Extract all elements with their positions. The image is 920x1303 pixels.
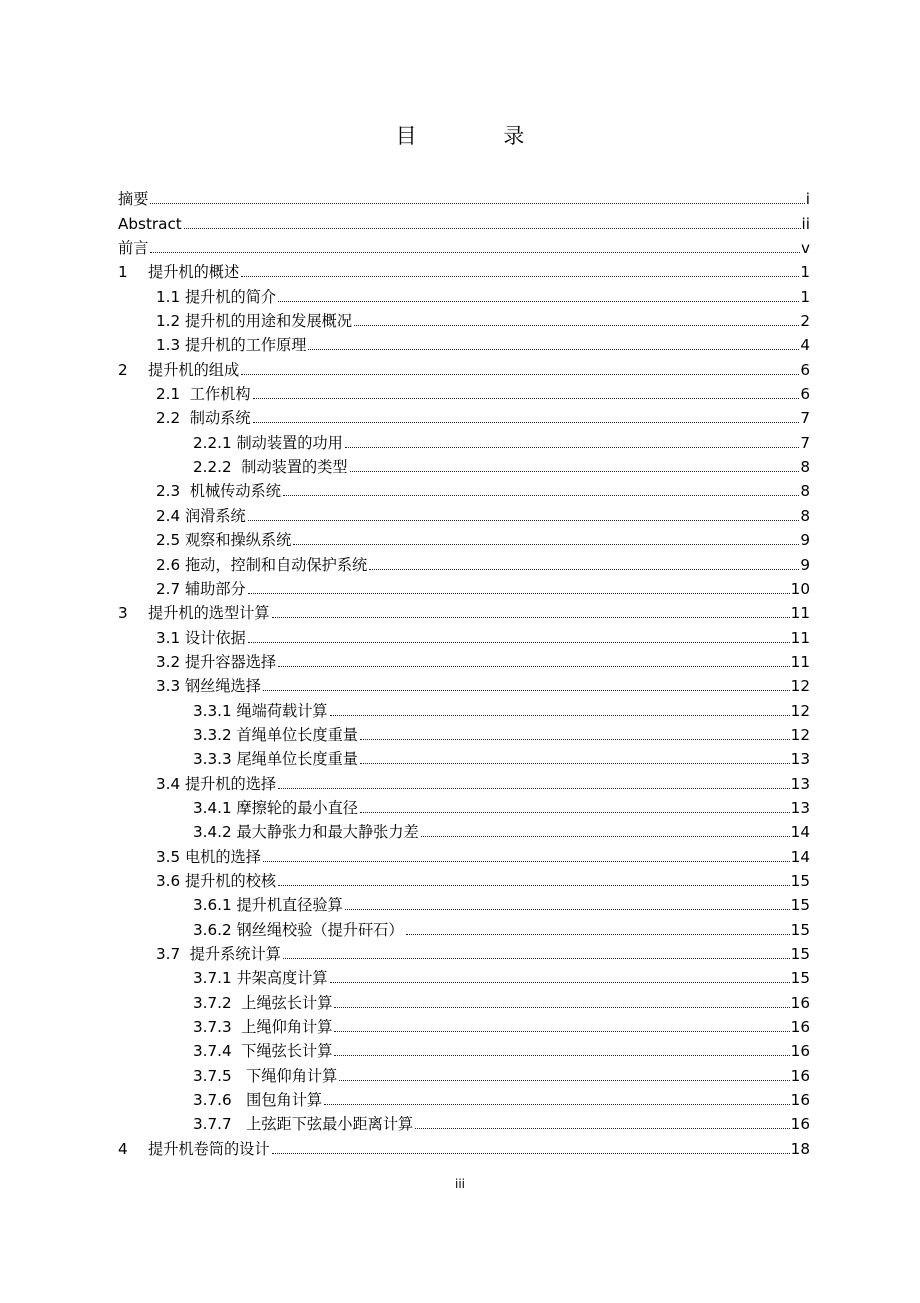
toc-entry-title — [193, 969, 328, 987]
toc-entry[interactable] — [118, 184, 810, 208]
toc-entry-page: v — [801, 239, 810, 258]
toc-entry-title — [118, 604, 270, 622]
toc-entry-page: 10 — [790, 579, 810, 598]
toc-entry-text: 提升机的简介 — [184, 287, 277, 306]
toc-entry-number: 3 — [118, 604, 128, 623]
toc-entry[interactable] — [118, 233, 810, 257]
toc-entry-text: 拖动，控制和自动保护系统 — [184, 555, 368, 574]
toc-entry-number: 3.7.1 — [193, 969, 232, 988]
toc-dot-leader — [248, 642, 790, 643]
toc-entry[interactable] — [118, 257, 810, 281]
toc-entry-number: 2.3 — [156, 482, 181, 501]
toc-entry-number: 3.7 — [156, 945, 181, 963]
toc-entry-title — [156, 312, 352, 330]
toc-dot-leader — [263, 690, 790, 691]
toc-entry[interactable] — [118, 793, 810, 817]
toc-dot-leader — [272, 1153, 790, 1154]
toc-dot-leader — [360, 812, 790, 813]
toc-dot-leader — [278, 885, 790, 886]
toc-entry-number: 3.7.4 — [193, 1042, 232, 1061]
toc-entry[interactable] — [118, 695, 810, 719]
toc-entry-title — [156, 336, 306, 354]
toc-entry-page: 2 — [800, 312, 810, 331]
toc-entry-page: 8 — [800, 458, 810, 477]
toc-entry-page: 12 — [790, 701, 810, 720]
toc-dot-leader — [406, 934, 790, 935]
toc-entry[interactable] — [118, 403, 810, 427]
toc-entry-text: 观察和操纵系统 — [184, 531, 292, 550]
toc-entry-number: 3.4 — [156, 774, 181, 793]
toc-entry-title — [156, 507, 246, 525]
toc-entry-page: 6 — [800, 360, 810, 379]
toc-dot-leader — [421, 836, 790, 837]
toc-dot-leader — [278, 788, 790, 789]
toc-entry[interactable] — [118, 208, 810, 232]
toc-entry-title — [193, 458, 348, 476]
toc-entry[interactable] — [118, 963, 810, 987]
toc-entry-text: 下绳仰角计算 — [236, 1066, 338, 1085]
toc-dot-leader — [150, 203, 804, 204]
toc-entry[interactable] — [118, 476, 810, 500]
toc-entry-title — [156, 288, 276, 306]
toc-entry-title — [193, 750, 358, 768]
toc-entry-title — [118, 239, 148, 257]
toc-entry-text: 润滑系统 — [184, 506, 246, 525]
toc-entry-text: 提升机的选择 — [184, 774, 277, 793]
toc-dot-leader — [263, 861, 790, 862]
toc-entry-text: 前言 — [118, 239, 149, 258]
toc-entry-number: 2.5 — [156, 531, 181, 550]
toc-entry-number: 3.3.3 — [193, 750, 232, 769]
toc-entry[interactable] — [118, 720, 810, 744]
toc-entry[interactable] — [118, 452, 810, 476]
toc-entry-page: 1 — [800, 263, 810, 282]
toc-entry-text: 制动装置的类型 — [236, 458, 348, 477]
toc-entry[interactable] — [118, 500, 810, 524]
toc-entry[interactable] — [118, 987, 810, 1011]
toc-dot-leader — [345, 447, 800, 448]
toc-entry[interactable] — [118, 1109, 810, 1133]
toc-entry-text: 制动装置的功用 — [236, 433, 343, 452]
toc-entry-title — [156, 556, 367, 574]
toc-entry-text: 提升容器选择 — [184, 652, 277, 671]
toc-entry-text: 围包角计算 — [236, 1091, 323, 1110]
toc-entry-text: 上绳仰角计算 — [236, 1018, 333, 1037]
toc-entry[interactable] — [118, 1085, 810, 1109]
toc-entry[interactable] — [118, 354, 810, 378]
toc-entry[interactable] — [118, 427, 810, 451]
toc-entry-title — [118, 263, 239, 281]
toc-dot-leader — [248, 593, 790, 594]
toc-entry-title — [118, 215, 182, 233]
toc-entry-page: 11 — [790, 652, 810, 671]
toc-entry-page: 13 — [790, 798, 810, 817]
toc-entry[interactable] — [118, 525, 810, 549]
toc-entry-title — [156, 385, 251, 403]
toc-dot-leader — [345, 909, 790, 910]
toc-entry-number: 2.6 — [156, 555, 181, 574]
toc-entry-number: 3.4.1 — [193, 798, 232, 817]
toc-entry-text: 提升机的概述 — [148, 263, 240, 282]
toc-entry-page: 15 — [790, 871, 810, 890]
toc-entry-number: 3.4.2 — [193, 823, 232, 842]
toc-entry-text: 上绳弦长计算 — [236, 993, 333, 1012]
toc-entry-title — [193, 1115, 413, 1133]
toc-entry-page: 15 — [790, 920, 810, 939]
toc-entry[interactable] — [118, 379, 810, 403]
toc-entry-text: 电机的选择 — [184, 847, 261, 866]
toc-entry-title — [156, 872, 276, 890]
toc-entry-page: 16 — [790, 1115, 810, 1134]
toc-entry-text: 钢丝绳选择 — [184, 677, 261, 696]
toc-entry-text: 提升机的校核 — [184, 871, 277, 890]
toc-entry-page: 1 — [800, 287, 810, 306]
toc-entry-text: 下绳弦长计算 — [236, 1042, 333, 1061]
toc-entry-number: 2.4 — [156, 506, 181, 525]
page-number: iii — [454, 1177, 465, 1191]
toc-dot-leader — [293, 544, 799, 545]
toc-entry-number: 3.6 — [156, 871, 181, 890]
toc-entry-number: 2.2.2 — [193, 458, 232, 477]
toc-entry-title — [156, 482, 281, 500]
toc-dot-leader — [278, 666, 790, 667]
toc-entry-text: 辅助部分 — [184, 579, 246, 598]
toc-entry-title — [118, 190, 148, 208]
toc-entry-text: 钢丝绳校验（提升矸石） — [236, 920, 404, 939]
toc-dot-leader — [339, 1080, 789, 1081]
toc-entry-title — [193, 799, 358, 817]
toc-entry-text: 提升机的用途和发展概况 — [184, 312, 353, 331]
toc-entry-page: 14 — [790, 847, 810, 866]
toc-entry-text: 提升机直径验算 — [236, 896, 343, 915]
toc-entry-number: 3.7.2 — [193, 993, 232, 1012]
toc-entry-number: 3.3.1 — [193, 701, 232, 720]
toc-entry-title — [118, 361, 239, 379]
toc-entry-text: 制动系统 — [184, 409, 251, 428]
page-title: 目 录 — [395, 124, 565, 148]
toc-entry[interactable] — [118, 647, 810, 671]
toc-dot-leader — [248, 520, 800, 521]
toc-entry-number: 3.3.2 — [193, 725, 232, 744]
toc-dot-leader — [272, 617, 790, 618]
toc-entry-title — [193, 1018, 332, 1036]
toc-entry[interactable] — [118, 817, 810, 841]
toc-entry-page: 14 — [790, 823, 810, 842]
toc-entry-text: 上弦距下弦最小距离计算 — [236, 1115, 414, 1134]
toc-entry-number: 1.1 — [156, 287, 181, 306]
toc-entry-number: 3.7.5 — [193, 1066, 232, 1085]
toc-entry-text: 最大静张力和最大静张力差 — [236, 823, 419, 842]
toc-dot-leader — [415, 1128, 789, 1129]
toc-dot-leader — [360, 763, 790, 764]
toc-entry[interactable] — [118, 841, 810, 865]
toc-entry-text: 摘要 — [118, 190, 149, 209]
toc-entry-title — [156, 677, 261, 695]
toc-entry-page: 12 — [790, 725, 810, 744]
toc-entry[interactable] — [118, 1060, 810, 1084]
toc-entry-title — [193, 1067, 337, 1085]
toc-dot-leader — [330, 715, 790, 716]
toc-entry-page: 15 — [790, 969, 810, 988]
toc-entry[interactable] — [118, 768, 810, 792]
toc-entry-page: 6 — [800, 385, 810, 404]
toc-entry-title — [156, 945, 281, 963]
toc-entry-number: 2 — [118, 360, 128, 379]
toc-entry-page: 18 — [790, 1139, 810, 1158]
toc-entry-number: 1.3 — [156, 336, 181, 355]
toc-entry-title — [193, 921, 404, 939]
toc-entry[interactable] — [118, 1036, 810, 1060]
toc-entry-text: 提升机卷筒的设计 — [148, 1139, 270, 1158]
toc-entry-text: 提升机的工作原理 — [184, 336, 307, 355]
toc-entry-text: Abstract — [118, 214, 182, 233]
toc-entry-page: 11 — [790, 628, 810, 647]
toc-dot-leader — [283, 958, 790, 959]
toc-entry-title — [156, 531, 291, 549]
toc-entry-title — [156, 409, 251, 427]
toc-entry-number: 2.7 — [156, 579, 181, 598]
toc-dot-leader — [360, 739, 790, 740]
toc-dot-leader — [278, 301, 799, 302]
toc-entry[interactable] — [118, 598, 810, 622]
toc-entry[interactable] — [118, 281, 810, 305]
toc-dot-leader — [241, 276, 799, 277]
toc-dot-leader — [150, 252, 800, 253]
toc-entry-number: 3.7.7 — [193, 1115, 232, 1134]
toc-entry-number: 2.2 — [156, 409, 181, 428]
toc-entry-page: 8 — [800, 506, 810, 525]
toc-entry[interactable] — [118, 744, 810, 768]
toc-entry-number: 1.2 — [156, 312, 181, 331]
toc-dot-leader — [334, 1031, 789, 1032]
toc-entry-number: 3.2 — [156, 652, 181, 671]
toc-entry-page: 7 — [800, 433, 810, 452]
toc-entry-text: 工作机构 — [184, 385, 251, 404]
toc-dot-leader — [330, 982, 790, 983]
toc-dot-leader — [308, 349, 799, 350]
toc-dot-leader — [241, 374, 799, 375]
toc-entry-page: i — [805, 190, 810, 209]
toc-entry-page: 16 — [790, 1018, 810, 1037]
toc-entry-title — [156, 848, 261, 866]
toc-dot-leader — [354, 325, 799, 326]
toc-entry-text: 摩擦轮的最小直径 — [236, 798, 358, 817]
toc-entry-number: 3.6.2 — [193, 920, 232, 939]
toc-entry-title — [193, 702, 328, 720]
table-of-contents — [118, 184, 810, 1158]
toc-entry-text: 提升机的选型计算 — [148, 604, 270, 623]
toc-entry[interactable] — [118, 622, 810, 646]
toc-entry-title — [156, 775, 276, 793]
toc-dot-leader — [253, 398, 800, 399]
toc-entry-number: 1 — [118, 263, 128, 282]
toc-dot-leader — [184, 228, 801, 229]
toc-entry-title — [193, 823, 419, 841]
toc-entry-number: 2.1 — [156, 385, 181, 404]
toc-entry-page: 12 — [790, 677, 810, 696]
toc-entry-number: 3.1 — [156, 628, 181, 647]
toc-entry-page: ii — [801, 214, 810, 233]
toc-entry-page: 7 — [800, 409, 810, 428]
toc-dot-leader — [369, 569, 799, 570]
toc-dot-leader — [334, 1055, 789, 1056]
toc-entry-number: 3.7.3 — [193, 1018, 232, 1037]
toc-entry-text: 机械传动系统 — [184, 482, 281, 501]
toc-entry-text: 设计依据 — [184, 628, 246, 647]
toc-entry-number: 3.3 — [156, 677, 181, 696]
toc-dot-leader — [253, 422, 800, 423]
toc-entry-page: 16 — [790, 1042, 810, 1061]
toc-entry-number: 4 — [118, 1139, 128, 1158]
toc-entry[interactable] — [118, 1012, 810, 1036]
toc-entry-title — [193, 994, 332, 1012]
toc-dot-leader — [350, 471, 800, 472]
toc-entry[interactable] — [118, 890, 810, 914]
toc-entry-text: 提升机的组成 — [148, 360, 240, 379]
toc-entry-page: 15 — [790, 896, 810, 915]
toc-entry[interactable] — [118, 549, 810, 573]
toc-dot-leader — [324, 1104, 790, 1105]
toc-entry-page: 13 — [790, 750, 810, 769]
toc-entry-text: 绳端荷载计算 — [236, 701, 328, 720]
toc-entry[interactable] — [118, 939, 810, 963]
toc-entry-page: 16 — [790, 1066, 810, 1085]
toc-entry-title — [118, 1140, 270, 1158]
toc-entry-number: 3.5 — [156, 847, 181, 866]
toc-entry-text: 尾绳单位长度重量 — [236, 750, 358, 769]
toc-dot-leader — [334, 1007, 789, 1008]
toc-entry-page: 15 — [790, 945, 810, 963]
toc-entry[interactable] — [118, 914, 810, 938]
toc-entry[interactable] — [118, 574, 810, 598]
toc-entry-page: 16 — [790, 993, 810, 1012]
toc-entry[interactable] — [118, 306, 810, 330]
toc-entry-text: 提升系统计算 — [184, 945, 281, 963]
toc-dot-leader — [283, 495, 799, 496]
toc-entry-page: 9 — [800, 531, 810, 550]
toc-entry-title — [193, 1042, 332, 1060]
toc-entry-number: 2.2.1 — [193, 433, 232, 452]
toc-entry-text: 首绳单位长度重量 — [236, 725, 358, 744]
toc-entry-page: 13 — [790, 774, 810, 793]
toc-entry[interactable] — [118, 671, 810, 695]
toc-entry[interactable] — [118, 330, 810, 354]
toc-entry[interactable] — [118, 866, 810, 890]
toc-entry-page: 4 — [800, 336, 810, 355]
toc-entry-title — [156, 629, 246, 647]
toc-entry-title — [193, 726, 358, 744]
toc-entry-page: 9 — [800, 555, 810, 574]
toc-entry-page: 16 — [790, 1091, 810, 1110]
toc-entry-number: 3.6.1 — [193, 896, 232, 915]
toc-entry-page: 11 — [790, 604, 810, 623]
toc-entry[interactable] — [118, 1133, 810, 1157]
toc-entry-title — [193, 1091, 322, 1109]
toc-entry-page: 8 — [800, 482, 810, 501]
toc-entry-title — [156, 580, 246, 598]
toc-entry-title — [193, 434, 343, 452]
toc-entry-title — [193, 896, 343, 914]
toc-entry-title — [156, 653, 276, 671]
toc-entry-number: 3.7.6 — [193, 1091, 232, 1110]
toc-entry-text: 井架高度计算 — [236, 969, 328, 988]
